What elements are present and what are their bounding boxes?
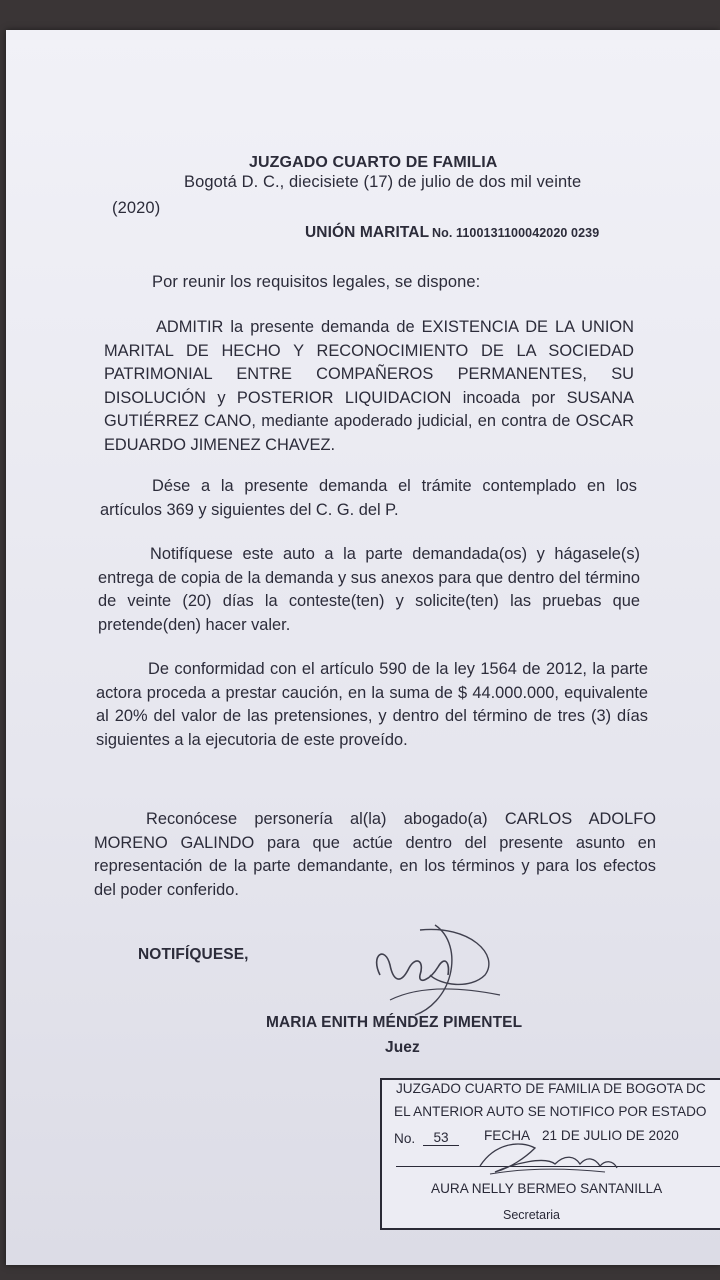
date-year: (2020) — [112, 199, 161, 217]
paragraph-admit: ADMITIR la presente demanda de EXISTENCIA DE LA UNION MARITAL DE HECHO Y RECONOCIMIENTO DE LA SOCIEDAD PATRIMONIAL ENTRE COMPAÑEROS PERMANENTES, SU DISOLUCIÓN y POSTERIOR LIQUIDACION incoada por SUSANA GUTIÉRREZ CANO, mediante apoderado judicial, en contra de OSCAR EDUARDO JIMENEZ CHAVEZ. — [104, 318, 634, 454]
judge-signature — [360, 915, 520, 1025]
stamp-court: JUZGADO CUARTO DE FAMILIA DE BOGOTA DC — [396, 1081, 706, 1096]
stamp-fecha-label: FECHA — [484, 1128, 531, 1143]
intro-line: Por reunir los requisitos legales, se dispone: — [152, 273, 481, 291]
case-type: UNIÓN MARITAL — [305, 224, 430, 241]
court-title: JUZGADO CUARTO DE FAMILIA — [249, 154, 498, 171]
stamp-no-value: 53 — [423, 1130, 459, 1146]
secretary-signature — [475, 1138, 625, 1178]
stamp-no-label: No. — [394, 1131, 416, 1146]
paragraph-caucion: De conformidad con el artículo 590 de la ley 1564 de 2012, la parte actora proceda a prestar caución, en la suma de $ 44.000.000, equivalente al 20% del valor de las pretensiones, y dentro del término de tres (3) días siguientes a la ejecutoria de este proveído. — [96, 660, 648, 749]
paragraph-tramite: Dése a la presente demanda el trámite contemplado en los artículos 369 y siguientes del C. G. del P. — [100, 477, 637, 519]
stamp-secretary-name: AURA NELLY BERMEO SANTANILLA — [431, 1181, 663, 1196]
paragraph-personeria: Reconócese personería al(la) abogado(a) CARLOS ADOLFO MORENO GALINDO para que actúe dentro del presente asunto en representación de la parte demandante, en los términos y para los efectos del poder conferido. — [94, 810, 656, 899]
stamp-notice: EL ANTERIOR AUTO SE NOTIFICO POR ESTADO — [394, 1104, 707, 1119]
paragraph-notify: Notifíquese este auto a la parte demandada(os) y hágasele(s) entrega de copia de la demanda y sus anexos para que dentro del término de veinte (20) días la conteste(ten) y solicite(ten) las pruebas que pretende(den) hacer valer. — [98, 545, 640, 634]
judge-name: MARIA ENITH MÉNDEZ PIMENTEL — [266, 1014, 523, 1031]
stamp-fecha-value: 21 DE JULIO DE 2020 — [542, 1128, 679, 1143]
stamp-secretary-title: Secretaria — [503, 1208, 560, 1222]
case-number: No. 1100131100042020 0239 — [432, 226, 600, 240]
judge-title: Juez — [385, 1039, 420, 1056]
notify-closing: NOTIFÍQUESE, — [138, 946, 249, 963]
date-line: Bogotá D. C., diecisiete (17) de julio de dos mil veinte — [184, 173, 582, 191]
